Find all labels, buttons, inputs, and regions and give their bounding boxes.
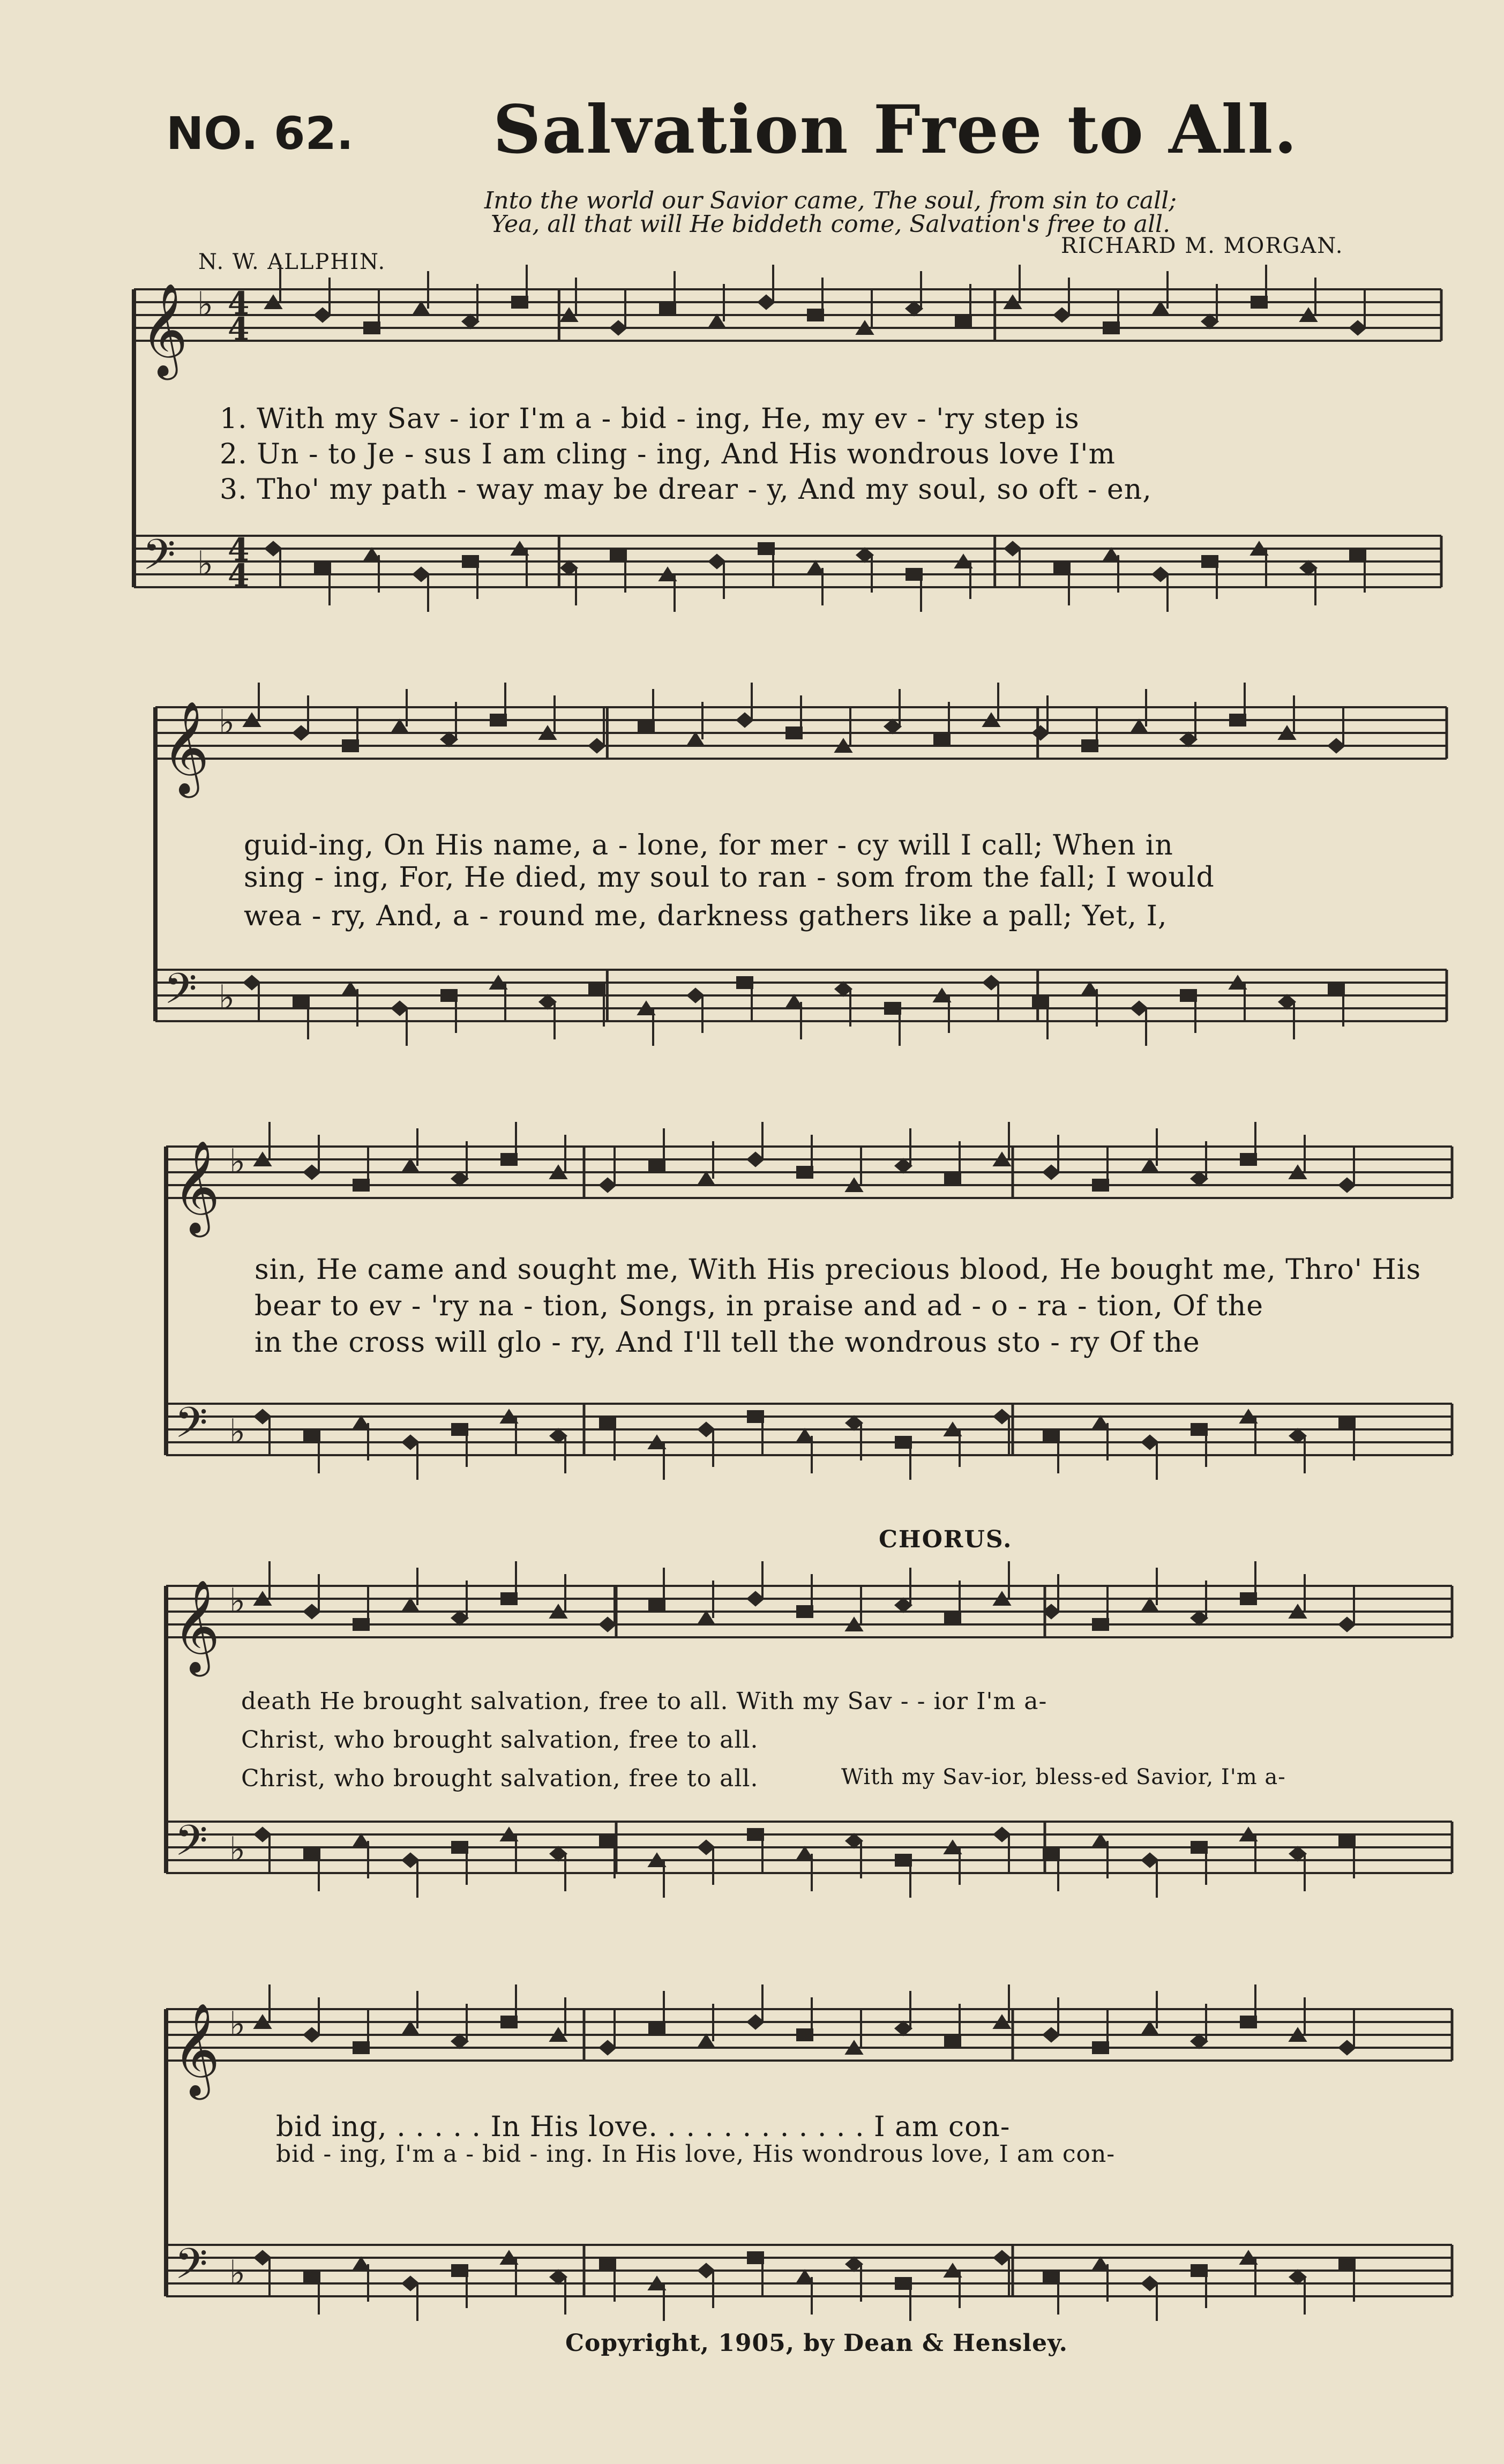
note-head (787, 728, 802, 738)
note-head (452, 1842, 467, 1853)
note-head (244, 976, 259, 989)
note-head (759, 296, 774, 309)
note-head (1142, 1160, 1157, 1172)
time-signature: 4 (228, 557, 250, 594)
note-head (1329, 984, 1344, 994)
note-head (945, 1173, 960, 1184)
note-head (540, 995, 555, 1008)
note-head (304, 2272, 319, 2282)
note-head (512, 297, 527, 308)
note-head (1142, 1436, 1157, 1449)
system2-verse1: guid-ing, On His name, a - lone, for mer - cy will I call; When in (244, 829, 1173, 862)
note-head (463, 315, 478, 328)
note-head (699, 1841, 714, 1854)
note-head (688, 989, 703, 1002)
note-head (1044, 2028, 1059, 2041)
note-head (797, 2029, 812, 2040)
note-head (600, 1418, 615, 1428)
note-head (1054, 563, 1069, 573)
note-head (748, 1153, 763, 1166)
note-head (1350, 321, 1365, 334)
note-head (1340, 1418, 1355, 1428)
note-head (934, 734, 949, 745)
note-head (737, 977, 752, 988)
note-head (452, 1612, 467, 1624)
flat-icon: ♭ (219, 978, 235, 1018)
note-head (1093, 2042, 1108, 2053)
note-head (442, 733, 457, 746)
note-head (294, 727, 309, 739)
bass-clef-icon: 𝄢 (164, 964, 197, 1024)
note-head (649, 1600, 664, 1611)
note-head (1044, 1848, 1059, 1859)
note-head (885, 1003, 900, 1014)
note-head (1153, 303, 1168, 314)
note-head (896, 1599, 911, 1612)
note-head (315, 563, 330, 573)
note-head (255, 1410, 270, 1423)
note-head (315, 309, 330, 321)
system4-line3: Christ, who brought salvation, free to all. (241, 1765, 759, 1792)
flat-icon: ♭ (229, 2005, 246, 2044)
note-head (907, 302, 922, 315)
note-head (403, 2277, 418, 2290)
note-head (808, 310, 823, 320)
note-head (551, 1429, 566, 1442)
note-head (1093, 1180, 1108, 1190)
note-head (688, 733, 703, 745)
flat-icon: ♭ (229, 2253, 246, 2293)
note-head (896, 2278, 911, 2289)
note-head (600, 1618, 615, 1631)
system1-verse2: 2. Un - to Je - sus I am cling - ing, And His wondrous love I'm (220, 438, 1116, 470)
note-head (354, 2258, 369, 2270)
note-head (1192, 1172, 1207, 1185)
note-head (1241, 2017, 1256, 2027)
note-head (600, 2259, 615, 2270)
time-signature: 4 (228, 311, 250, 347)
note-head (304, 1605, 319, 1618)
note-head (1093, 2258, 1108, 2270)
note-head (502, 1593, 517, 1604)
note-head (304, 1166, 319, 1179)
note-head (1005, 542, 1020, 555)
note-head (255, 2251, 270, 2264)
note-head (1192, 1842, 1207, 1853)
note-head (551, 1847, 566, 1860)
note-head (1241, 1154, 1256, 1165)
note-head (1290, 1847, 1305, 1860)
bass-clef-icon: 𝄢 (175, 1398, 208, 1458)
note-head (1033, 997, 1048, 1007)
note-head (403, 1599, 418, 1611)
note-head (699, 2035, 714, 2047)
note-head (294, 997, 309, 1007)
treble-clef-icon: 𝄞 (173, 2003, 220, 2096)
note-head (847, 1417, 862, 1429)
note-head (414, 303, 429, 314)
author-credit: N. W. ALLPHIN. (198, 250, 386, 274)
note-head (699, 1612, 714, 1624)
note-head (255, 1828, 270, 1841)
note-head (660, 303, 675, 314)
note-head (354, 1180, 369, 1190)
note-head (896, 1437, 911, 1448)
note-head (491, 715, 506, 725)
system2-verse3: wea - ry, And, a - round me, darkness gathers like a pall; Yet, I, (244, 900, 1168, 932)
note-head (709, 555, 724, 568)
copyright-notice: Copyright, 1905, by Dean & Hensley. (565, 2330, 1068, 2357)
note-head (1241, 1593, 1256, 1604)
system1-verse3: 3. Tho' my path - way may be drear - y, And my soul, so oft - en, (220, 474, 1152, 506)
treble-clef-icon: 𝄞 (173, 1579, 220, 1673)
note-head (392, 721, 407, 732)
note-head (748, 2016, 763, 2028)
note-head (266, 542, 281, 555)
note-head (994, 1828, 1009, 1841)
flat-icon: ♭ (219, 703, 235, 743)
hymn-number: NO. 62. (166, 107, 354, 160)
note-head (1093, 1835, 1108, 1847)
note-head (600, 2041, 615, 2054)
note-head (896, 1159, 911, 1172)
note-head (797, 1430, 812, 1442)
note-head (1104, 549, 1119, 561)
system3-verse3: in the cross will glo - ry, And I'll tell the wondrous sto - ry Of the (255, 1327, 1200, 1359)
note-head (304, 1431, 319, 1441)
note-head (403, 1160, 418, 1172)
note-head (748, 2252, 763, 2263)
note-head (600, 1836, 615, 1846)
note-head (1153, 568, 1168, 581)
note-head (562, 561, 577, 574)
hymn-title: Salvation Free to All. (493, 91, 1298, 169)
note-head (1044, 1166, 1059, 1179)
note-head (1279, 995, 1295, 1008)
note-head (1104, 323, 1119, 333)
note-head (354, 2042, 369, 2053)
note-head (452, 1424, 467, 1435)
treble-clef-icon: 𝄞 (173, 1140, 220, 1233)
note-head (1142, 1599, 1157, 1611)
note-head (847, 2258, 862, 2271)
note-head (1132, 1002, 1147, 1015)
note-head (857, 549, 872, 561)
system5-line1: bid ing, . . . . . In His love. . . . . . . . . . . . I am con- (276, 2111, 1011, 2143)
note-head (1142, 2023, 1157, 2034)
note-head (649, 1160, 664, 1171)
note-head (364, 549, 379, 561)
note-head (836, 983, 851, 995)
note-head (354, 1417, 369, 1429)
note-head (364, 323, 379, 333)
note-head (1340, 1618, 1355, 1631)
note-head (1044, 1431, 1059, 1441)
note-head (1340, 2259, 1355, 2270)
note-head (1132, 721, 1147, 732)
note-head (994, 2251, 1009, 2264)
note-head (354, 1835, 369, 1847)
note-head (709, 316, 724, 327)
note-head (502, 1154, 517, 1165)
note-head (589, 984, 604, 994)
note-head (1340, 1836, 1355, 1846)
note-head (956, 316, 971, 327)
note-head (589, 739, 604, 752)
time-signature: 4 (228, 285, 250, 321)
flat-icon: ♭ (197, 544, 214, 584)
chorus-label: CHORUS. (879, 1526, 1013, 1553)
note-head (639, 721, 654, 732)
note-head (403, 1436, 418, 1449)
note-head (1033, 727, 1048, 739)
note-head (759, 543, 774, 554)
note-head (896, 1855, 911, 1866)
note-head (1093, 1417, 1108, 1429)
note-head (984, 976, 999, 989)
note-head (392, 1002, 407, 1015)
note-head (1252, 297, 1267, 308)
flat-icon: ♭ (197, 285, 214, 325)
note-head (1230, 715, 1245, 725)
note-head (797, 2271, 812, 2283)
note-head (945, 2036, 960, 2047)
system5-line2: bid - ing, I'm a - bid - ing. In His love, His wondrous love, I am con- (276, 2140, 1116, 2168)
note-head (896, 2022, 911, 2035)
note-head (748, 1592, 763, 1605)
system3-verse2: bear to ev - 'ry na - tion, Songs, in praise and ad - o - ra - tion, Of the (255, 1290, 1263, 1322)
note-head (452, 1172, 467, 1185)
note-head (1192, 1612, 1207, 1624)
bass-clef-icon: 𝄢 (175, 2239, 208, 2299)
note-head (748, 1411, 763, 1422)
note-head (1181, 990, 1196, 1001)
note-head (1142, 2277, 1157, 2290)
note-head (1301, 561, 1316, 574)
note-head (452, 2035, 467, 2048)
note-head (797, 1848, 812, 1860)
time-signature: 4 (228, 531, 250, 568)
motto-line-1: Into the world our Savior came, The soul, from sin to call; (484, 187, 1177, 214)
note-head (1082, 740, 1097, 751)
note-head (1290, 1429, 1305, 1442)
note-head (304, 1848, 319, 1859)
note-head (994, 1410, 1009, 1423)
note-head (1093, 1619, 1108, 1630)
note-head (600, 1179, 615, 1192)
note-head (414, 568, 429, 581)
note-head (945, 1613, 960, 1623)
note-head (1054, 309, 1069, 321)
note-head (1329, 739, 1344, 752)
flat-icon: ♭ (229, 1582, 246, 1621)
system1-verse1: 1. With my Sav - ior I'm a - bid - ing, He, my ev - 'ry step is (220, 403, 1080, 435)
note-head (787, 996, 802, 1008)
note-head (748, 1829, 763, 1840)
note-head (907, 569, 922, 580)
note-head (1181, 733, 1196, 746)
note-head (442, 990, 457, 1001)
treble-clef-icon: 𝄞 (162, 701, 209, 794)
note-head (1192, 1424, 1207, 1435)
note-head (1044, 2272, 1059, 2282)
note-head (551, 2271, 566, 2283)
note-head (403, 2023, 418, 2034)
note-head (1340, 2041, 1355, 2054)
note-head (343, 983, 358, 995)
note-head (797, 1167, 812, 1178)
note-head (1290, 2271, 1305, 2283)
system4-alto: With my Sav-ior, bless-ed Savior, I'm a- (841, 1765, 1286, 1789)
flat-icon: ♭ (229, 1142, 246, 1182)
note-head (808, 562, 823, 574)
system4-line1: death He brought salvation, free to all. With my Sav - - ior I'm a- (241, 1688, 1047, 1715)
note-head (699, 1423, 714, 1436)
motto-line-2: Yea, all that will He biddeth come, Salvation's free to all. (490, 211, 1171, 238)
note-head (1202, 315, 1217, 328)
note-head (1202, 556, 1217, 567)
note-head (354, 1619, 369, 1630)
note-head (463, 556, 478, 567)
note-head (304, 2028, 319, 2041)
note-head (502, 2017, 517, 2027)
flat-icon: ♭ (229, 1830, 246, 1870)
note-head (403, 1854, 418, 1867)
note-head (1192, 2035, 1207, 2048)
note-head (847, 1834, 862, 1847)
system2-verse2: sing - ing, For, He died, my soul to ran - som from the fall; I would (244, 862, 1215, 894)
bass-clef-icon: 𝄢 (175, 1816, 208, 1876)
note-head (737, 714, 752, 727)
flat-icon: ♭ (229, 1412, 246, 1452)
composer-credit: RICHARD M. MORGAN. (1061, 234, 1344, 258)
note-head (699, 1173, 714, 1185)
note-head (1192, 2265, 1207, 2276)
treble-clef-icon: 𝄞 (140, 283, 188, 376)
note-head (1340, 1179, 1355, 1192)
note-head (797, 1606, 812, 1617)
note-head (885, 720, 900, 733)
note-head (1082, 983, 1097, 995)
note-head (611, 550, 626, 560)
system3-verse1: sin, He came and sought me, With His precious blood, He bought me, Thro' His (255, 1254, 1421, 1286)
note-head (611, 321, 626, 334)
note-head (699, 2264, 714, 2277)
bass-clef-icon: 𝄢 (143, 530, 176, 590)
note-head (343, 740, 358, 751)
note-head (1142, 1854, 1157, 1867)
note-head (452, 2265, 467, 2276)
note-head (1350, 550, 1365, 560)
system4-line2: Christ, who brought salvation, free to all. (241, 1726, 759, 1754)
note-head (649, 2023, 664, 2034)
